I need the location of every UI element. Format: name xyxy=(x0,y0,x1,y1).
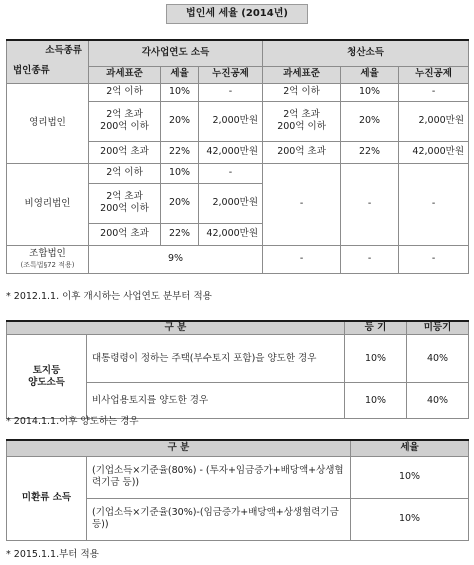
header-tax-base: 과세표준 xyxy=(89,66,161,83)
cell-formula-2: (기업소득×기준율(30%)-(임금증가+배당액+상생협력기금 등)) xyxy=(87,498,351,540)
cell-unregistered-rate: 40% xyxy=(407,383,469,419)
bracket-line2: 200억 이하 xyxy=(100,121,149,132)
cell-deduction: 2,000만원 xyxy=(399,101,469,141)
union-corp-sublabel: (조특법§72 적용) xyxy=(20,260,75,269)
header-category: 구 분 xyxy=(7,440,351,456)
cell-bracket: 200억 초과 xyxy=(263,141,341,163)
cell-rate: 20% xyxy=(341,101,399,141)
cell-bracket: 2억 이하 xyxy=(89,163,161,183)
cell-union-rate: 9% xyxy=(89,245,263,273)
footnote-1: * 2012.1.1. 이후 개시하는 사업연도 분부터 적용 xyxy=(6,291,212,302)
cell-rate: 20% xyxy=(161,183,199,223)
cell-bracket xyxy=(263,101,341,141)
corporate-tax-rate-table xyxy=(6,39,469,274)
cell-empty: - xyxy=(399,163,469,245)
cell-bracket: 2억 이하 xyxy=(89,83,161,101)
cell-deduction: 42,000만원 xyxy=(199,141,263,163)
land-label-line1: 토지등 xyxy=(32,364,61,376)
cell-formula-1: (기업소득×기준율(80%) - (투자+임금증가+배당액+상생협력기금 등)) xyxy=(87,456,351,498)
cell-rate: 10% xyxy=(161,163,199,183)
corner-top-label: 소득종류 xyxy=(45,45,82,56)
header-rate: 세율 xyxy=(161,66,199,83)
cell-rate: 22% xyxy=(161,141,199,163)
unreturned-income-table xyxy=(6,439,469,541)
land-transfer-tax-table xyxy=(6,320,469,419)
page-title: 법인세 세율 (2014년) xyxy=(166,4,308,24)
cell-bracket: 2억 이하 xyxy=(263,83,341,101)
corner-bottom-label: 법인종류 xyxy=(13,65,50,77)
cell-registered-rate: 10% xyxy=(345,383,407,419)
land-label-line2: 양도소득 xyxy=(28,376,65,388)
cell-deduction: - xyxy=(399,83,469,101)
cell-rate: 10% xyxy=(351,456,469,498)
header-business-income: 각사업연도 소득 xyxy=(89,40,263,66)
cell-empty: - xyxy=(263,163,341,245)
cell-deduction: - xyxy=(199,163,263,183)
bracket-line1: 2억 초과 xyxy=(106,190,143,202)
union-corp-label: 조합법인 xyxy=(29,248,66,260)
cell-deduction: 42,000만원 xyxy=(199,223,263,245)
bracket-line2: 200억 이하 xyxy=(100,203,149,214)
header-deduction-liq: 누진공제 xyxy=(399,66,469,83)
corner-header xyxy=(7,40,89,83)
cell-bracket: 200억 초과 xyxy=(89,141,161,163)
header-rate: 세율 xyxy=(351,440,469,456)
cell-unregistered-rate: 40% xyxy=(407,335,469,383)
cell-rate: 22% xyxy=(161,223,199,245)
bracket-line2: 200억 이하 xyxy=(277,121,326,132)
cell-rate: 10% xyxy=(341,83,399,101)
cell-item-nonbusiness-land: 비사업용토지를 양도한 경우 xyxy=(87,383,345,419)
cell-rate: 22% xyxy=(341,141,399,163)
cell-deduction: 42,000만원 xyxy=(399,141,469,163)
cell-empty: - xyxy=(399,245,469,273)
cell-bracket xyxy=(89,183,161,223)
row-label-unreturned-income: 미환류 소득 xyxy=(7,456,87,540)
cell-bracket: 200억 초과 xyxy=(89,223,161,245)
footnote-3: * 2015.1.1.부터 적용 xyxy=(6,549,99,560)
cell-empty: - xyxy=(263,245,341,273)
footnote-2: * 2014.1.1.이후 양도하는 경우 xyxy=(6,416,139,427)
cell-rate: 10% xyxy=(351,498,469,540)
cell-bracket xyxy=(89,101,161,141)
row-label-union-corp xyxy=(7,245,89,273)
cell-empty: - xyxy=(341,163,399,245)
cell-deduction: - xyxy=(199,83,263,101)
cell-registered-rate: 10% xyxy=(345,335,407,383)
cell-deduction: 2,000만원 xyxy=(199,101,263,141)
header-category: 구 분 xyxy=(7,321,345,335)
header-rate-liq: 세율 xyxy=(341,66,399,83)
row-label-profit-corp: 영리법인 xyxy=(7,83,89,163)
header-tax-base-liq: 과세표준 xyxy=(263,66,341,83)
header-liquidation-income: 청산소득 xyxy=(263,40,469,66)
cell-empty: - xyxy=(341,245,399,273)
header-registered: 등 기 xyxy=(345,321,407,335)
bracket-line1: 2억 초과 xyxy=(283,108,320,120)
header-unregistered: 미등기 xyxy=(407,321,469,335)
row-label-land-transfer xyxy=(7,335,87,419)
header-deduction: 누진공제 xyxy=(199,66,263,83)
row-label-nonprofit-corp: 비영리법인 xyxy=(7,163,89,245)
cell-rate: 20% xyxy=(161,101,199,141)
cell-rate: 10% xyxy=(161,83,199,101)
cell-deduction: 2,000만원 xyxy=(199,183,263,223)
bracket-line1: 2억 초과 xyxy=(106,108,143,120)
cell-item-housing: 대통령령이 정하는 주택(부수토지 포함)을 양도한 경우 xyxy=(87,335,345,383)
